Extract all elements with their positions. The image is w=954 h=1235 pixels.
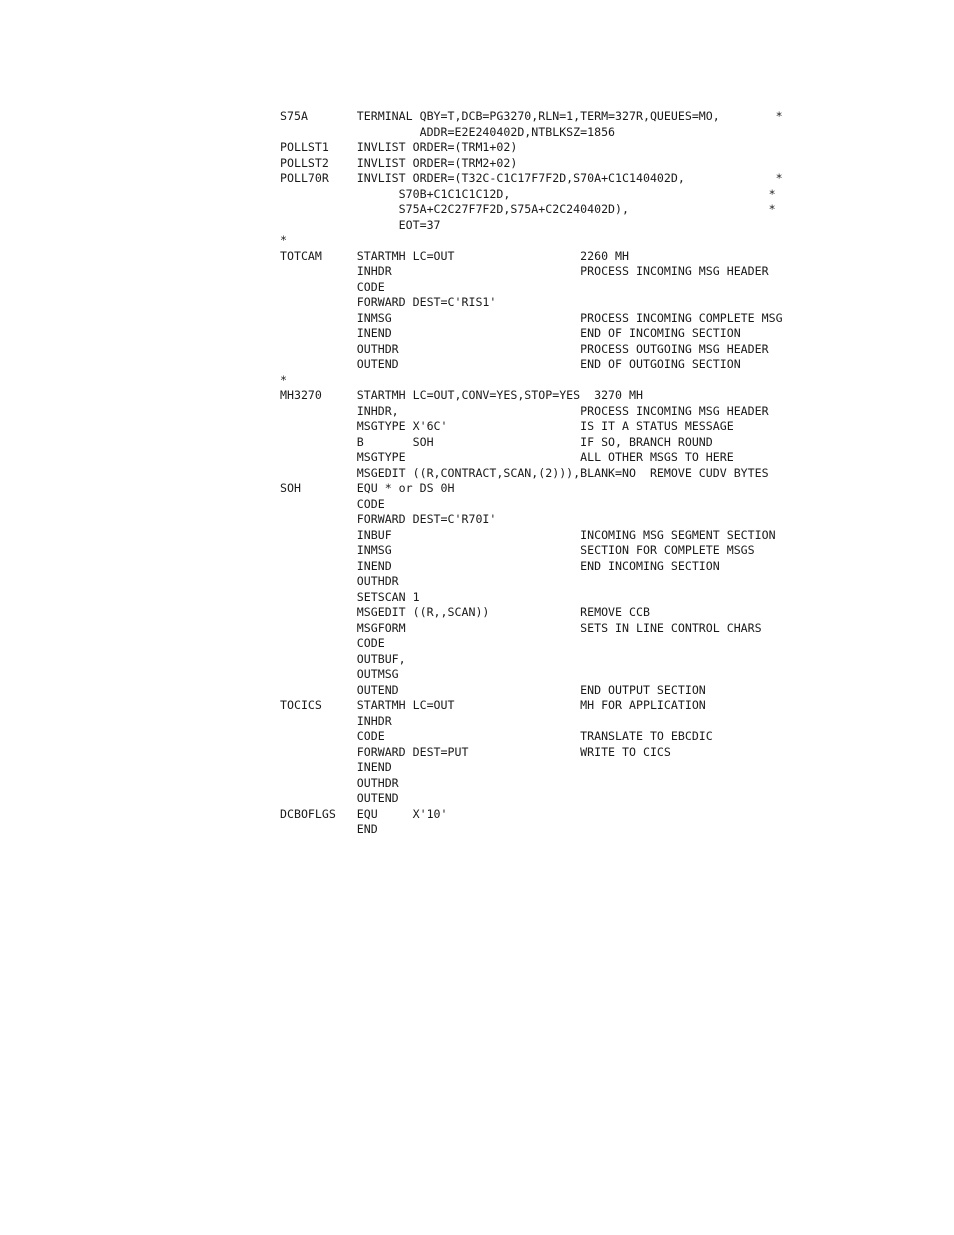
code-line: * [280, 372, 287, 387]
code-line: S75A+C2C27F7F2D,S75A+C2C240402D), * [280, 202, 776, 216]
code-line: MSGTYPE X'6C' IS IT A STATUS MESSAGE [280, 419, 734, 433]
code-line: SOH EQU * or DS 0H [280, 481, 455, 495]
code-line: MSGTYPE ALL OTHER MSGS TO HERE [280, 450, 734, 464]
code-line: B SOH IF SO, BRANCH ROUND [280, 434, 713, 449]
code-line: INEND [280, 760, 392, 774]
code-line: FORWARD DEST=C'RIS1' [280, 295, 497, 309]
code-line: OUTBUF, [280, 651, 406, 666]
code-line: OUTHDR PROCESS OUTGOING MSG HEADER [280, 341, 769, 356]
code-line: TOCICS STARTMH LC=OUT MH FOR APPLICATION [280, 698, 706, 712]
code-line: INMSG PROCESS INCOMING COMPLETE MSG [280, 310, 783, 325]
code-line: OUTEND [280, 791, 399, 805]
code-line: OUTHDR [280, 574, 399, 588]
code-line: MSGEDIT ((R,CONTRACT,SCAN,(2))),BLANK=NO REMOVE CUDV BYTES [280, 465, 769, 480]
code-line: CODE [280, 496, 385, 511]
code-line: OUTEND END OUTPUT SECTION [280, 682, 706, 697]
code-line: INBUF INCOMING MSG SEGMENT SECTION [280, 527, 776, 542]
code-line: INEND END INCOMING SECTION [280, 558, 720, 573]
code-line: OUTMSG [280, 667, 399, 681]
code-line: S75A TERMINAL QBY=T,DCB=PG3270,RLN=1,TERM=327R,QUEUES=MO, * [280, 109, 783, 123]
code-line: INHDR [280, 713, 392, 728]
code-line: INEND END OF INCOMING SECTION [280, 326, 741, 340]
code-line: OUTHDR [280, 775, 399, 790]
code-line: POLL70R INVLIST ORDER=(T32C-C1C17F7F2D,S70A+C1C140402D, * [280, 171, 783, 185]
code-line: MSGEDIT ((R,,SCAN)) REMOVE CCB [280, 605, 650, 619]
code-line: * [280, 233, 287, 247]
code-line: ADDR=E2E240402D,NTBLKSZ=1856 [280, 124, 616, 139]
code-line: FORWARD DEST=PUT WRITE TO CICS [280, 744, 671, 759]
code-line: CODE TRANSLATE TO EBCDIC [280, 729, 713, 743]
code-line: SETSCAN 1 [280, 589, 420, 604]
code-line: FORWARD DEST=C'R70I' [280, 512, 497, 526]
code-line: MSGFORM SETS IN LINE CONTROL CHARS [280, 620, 762, 635]
code-line: S70B+C1C1C1C12D, * [280, 186, 776, 201]
code-line: DCBOFLGS EQU X'10' [280, 806, 448, 821]
code-line: INHDR PROCESS INCOMING MSG HEADER [280, 264, 769, 278]
code-line: END [280, 822, 378, 836]
code-line: INHDR, PROCESS INCOMING MSG HEADER [280, 403, 769, 418]
code-line: EOT=37 [280, 217, 441, 232]
code-line: CODE [280, 279, 385, 294]
code-line: POLLST1 INVLIST ORDER=(TRM1+02) [280, 140, 518, 154]
code-listing [280, 109, 783, 838]
code-line: MH3270 STARTMH LC=OUT,CONV=YES,STOP=YES 3270 MH [280, 388, 643, 402]
code-line: CODE [280, 636, 385, 650]
code-line: POLLST2 INVLIST ORDER=(TRM2+02) [280, 155, 518, 170]
code-line: TOTCAM STARTMH LC=OUT 2260 MH [280, 248, 630, 263]
code-line: OUTEND END OF OUTGOING SECTION [280, 357, 741, 371]
code-line: INMSG SECTION FOR COMPLETE MSGS [280, 543, 755, 557]
